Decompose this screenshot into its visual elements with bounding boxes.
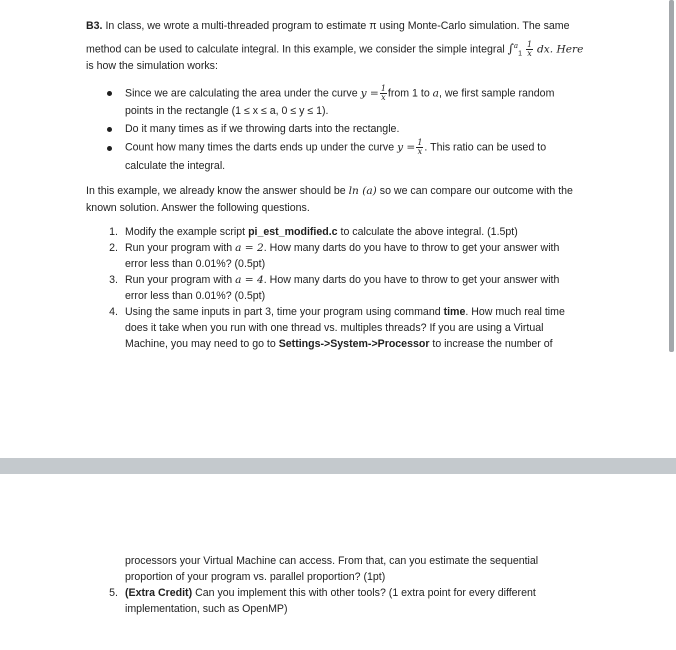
question-3-line-2: error less than 0.01%? (0.5pt) — [125, 290, 266, 302]
question-2-number: 2. — [109, 242, 118, 254]
bullet-3-line-1: Count how many times the darts ends up under the curve y = $\frac{1}{x}$ . This ratio can be used to — [125, 138, 547, 156]
question-3-number: 3. — [109, 274, 118, 286]
question-4-line-5: proportion of your program vs. parallel proportion? (1pt) — [125, 571, 386, 583]
bullet-1-line-2: points in the rectangle (1 ≤ x ≤ a, 0 ≤ y ≤ 1). — [125, 105, 329, 117]
question-5-line-1: (Extra Credit) Can you implement this with other tools? (1 extra point for every different — [125, 587, 536, 599]
scrollbar-track[interactable] — [666, 0, 676, 458]
question-1-number: 1. — [109, 226, 118, 238]
question-2-line-2: error less than 0.01%? (0.5pt) — [125, 258, 266, 270]
integral-sign: ∫ — [507, 41, 514, 56]
integral-fraction: $\frac{1}{x}$ — [526, 40, 533, 59]
bullet-dot — [107, 91, 112, 96]
problem-intro-line-2: method can be used to calculate integral. In this example, we consider the simple integral ∫$^a_1$ $\frac{1}{x}$ dx. Here — [86, 40, 584, 59]
question-4-number: 4. — [109, 306, 118, 318]
bullet-dot — [107, 146, 112, 151]
question-4-line-1: Using the same inputs in part 3, time your program using command time. How much real time — [125, 306, 565, 318]
question-2-line-1: Run your program with a = 2. How many darts do you have to throw to get your answer with — [125, 242, 560, 254]
problem-intro-line-1: B3. In class, we wrote a multi-threaded program to estimate π using Monte-Carlo simulation. The same — [86, 20, 570, 32]
problem-label: B3. — [86, 20, 103, 32]
document-page-2 — [0, 474, 676, 650]
question-5-line-2: implementation, such as OpenMP) — [125, 603, 288, 615]
problem-intro-line-3: is how the simulation works: — [86, 60, 218, 72]
question-4-line-3: Machine, you may need to go to Settings->System->Processor to increase the number of — [125, 338, 553, 350]
question-4-line-2: does it take when you run with one thread vs. multiples threads? If you are using a Virtual — [125, 322, 544, 334]
bullet-dot — [107, 127, 112, 132]
bullet-1-line-1: Since we are calculating the area under the curve y = $\frac{1}{x}$ from 1 to a, we first sample random — [125, 84, 555, 102]
question-1: Modify the example script pi_est_modified.c to calculate the above integral. (1.5pt) — [125, 226, 518, 238]
bullet-2: Do it many times as if we throwing darts into the rectangle. — [125, 123, 400, 135]
question-4-line-4: processors your Virtual Machine can access. From that, can you estimate the sequential — [125, 555, 539, 567]
bullet-3-line-2: calculate the integral. — [125, 160, 226, 172]
scrollbar-thumb[interactable] — [669, 0, 674, 352]
question-3-line-1: Run your program with a = 4. How many darts do you have to throw to get your answer with — [125, 274, 560, 286]
page-separator — [0, 458, 676, 474]
question-5-number: 5. — [109, 587, 118, 599]
paragraph-2-line-1: In this example, we already know the answer should be ln (a) so we can compare our outcome with the — [86, 185, 573, 197]
paragraph-2-line-2: known solution. Answer the following questions. — [86, 202, 310, 214]
